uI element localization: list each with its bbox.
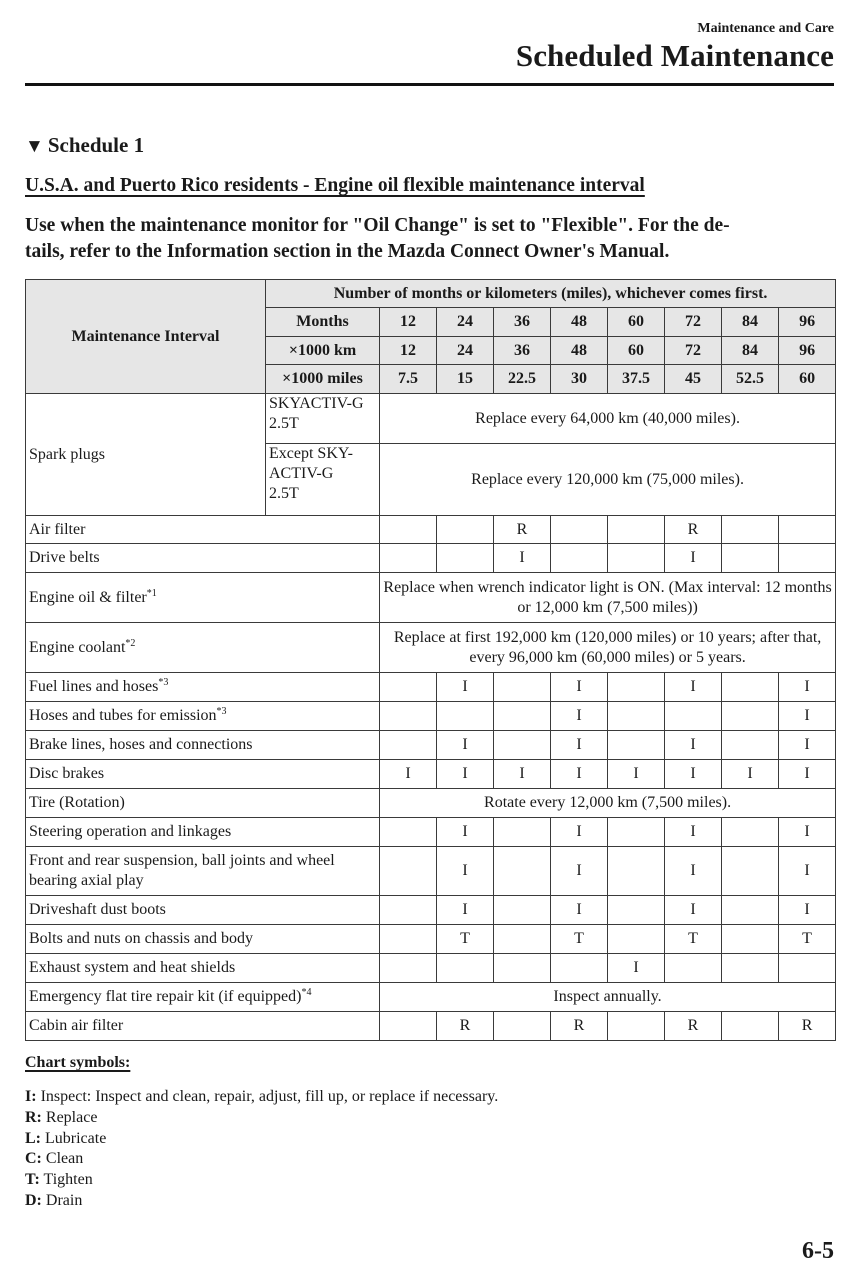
item-label-cell	[26, 673, 380, 702]
schedule-cell: I	[437, 818, 494, 847]
spark-plug-note: Replace every 120,000 km (75,000 miles).	[380, 444, 836, 516]
legend-item	[25, 1191, 498, 1212]
schedule-cell	[380, 896, 437, 925]
schedule-cell	[494, 818, 551, 847]
item-label-cell	[26, 789, 380, 818]
legend-text: Drain	[41, 1191, 83, 1209]
spark-plugs-label: Spark plugs	[26, 394, 266, 516]
schedule-cell: R	[437, 1012, 494, 1041]
schedule-cell	[494, 673, 551, 702]
item-label-cell	[26, 516, 380, 544]
item-label: Drive belts	[29, 549, 100, 566]
item-label: Fuel lines and hoses	[29, 678, 159, 695]
variant-line: SKYACTIV-G	[269, 395, 364, 412]
schedule-cell: T	[551, 925, 608, 954]
legend-symbol: T:	[25, 1171, 40, 1189]
item-label-cell	[26, 544, 380, 573]
miles-cell: 7.5	[380, 365, 437, 394]
schedule-cell: I	[380, 760, 437, 789]
schedule-cell	[665, 702, 722, 731]
table-row	[26, 760, 836, 789]
legend-symbol: L:	[25, 1129, 41, 1147]
legend-title: Chart symbols:	[25, 1054, 131, 1071]
item-label-cell	[26, 623, 380, 673]
schedule-cell: I	[779, 731, 836, 760]
table-row	[26, 925, 836, 954]
table-row	[26, 702, 836, 731]
item-label: Front and rear suspension, ball joints and wheel bearing axial play	[29, 852, 335, 889]
schedule-cell: R	[665, 516, 722, 544]
schedule-cell	[722, 702, 779, 731]
schedule-cell	[380, 1012, 437, 1041]
schedule-cell: I	[779, 702, 836, 731]
schedule-heading	[25, 133, 144, 158]
item-note-cell: Rotate every 12,000 km (7,500 miles).	[380, 789, 836, 818]
schedule-cell	[608, 847, 665, 896]
months-cell: 12	[380, 308, 437, 337]
table-row	[26, 896, 836, 925]
schedule-cell: I	[779, 847, 836, 896]
table-row	[26, 516, 836, 544]
schedule-cell	[494, 702, 551, 731]
schedule-cell	[437, 702, 494, 731]
schedule-cell: I	[437, 673, 494, 702]
schedule-cell	[608, 544, 665, 573]
table-row	[26, 847, 836, 896]
schedule-cell: I	[665, 673, 722, 702]
schedule-cell: I	[665, 818, 722, 847]
header-row	[26, 280, 836, 308]
legend-text: Tighten	[39, 1171, 93, 1189]
variant-line: Except SKY-	[269, 445, 353, 462]
months-cell: 48	[551, 308, 608, 337]
months-cell: 72	[665, 308, 722, 337]
item-label-cell	[26, 760, 380, 789]
schedule-cell	[380, 954, 437, 983]
item-note-cell: Replace when wrench indicator light is ON. (Max interval: 12 months or 12,000 km (7,500 miles))	[380, 573, 836, 623]
schedule-cell: I	[722, 760, 779, 789]
item-label: Brake lines, hoses and connections	[29, 736, 253, 753]
schedule-cell	[380, 702, 437, 731]
legend-item	[25, 1170, 498, 1191]
table-row	[26, 983, 836, 1012]
whichever-label-cell: Number of months or kilometers (miles), whichever comes first.	[266, 280, 836, 308]
schedule-cell	[380, 925, 437, 954]
item-label: Steering operation and linkages	[29, 823, 232, 840]
schedule-cell	[494, 731, 551, 760]
schedule-cell: I	[608, 760, 665, 789]
schedule-cell: I	[665, 847, 722, 896]
item-label-cell	[26, 731, 380, 760]
schedule-cell	[380, 544, 437, 573]
section-label: Maintenance and Care	[697, 21, 834, 36]
schedule-cell	[608, 896, 665, 925]
schedule-cell: I	[779, 673, 836, 702]
km-label-cell: ×1000 km	[266, 337, 380, 365]
schedule-cell: I	[779, 818, 836, 847]
schedule-cell	[494, 896, 551, 925]
miles-cell: 30	[551, 365, 608, 394]
item-note-cell: Replace at first 192,000 km (120,000 miles) or 10 years; after that, every 96,000 km (60,000 miles) or 5 years.	[380, 623, 836, 673]
schedule-cell: I	[437, 731, 494, 760]
item-label-cell	[26, 573, 380, 623]
item-label: Air filter	[29, 520, 86, 538]
legend-text: Replace	[41, 1108, 98, 1126]
item-label-cell	[26, 702, 380, 731]
schedule-cell	[380, 673, 437, 702]
schedule-cell: R	[494, 516, 551, 544]
schedule-cell: I	[494, 760, 551, 789]
legend-list	[25, 1087, 498, 1212]
item-label-cell	[26, 925, 380, 954]
schedule-cell	[437, 544, 494, 573]
km-cell: 36	[494, 337, 551, 365]
schedule-cell	[608, 673, 665, 702]
schedule-cell	[551, 954, 608, 983]
km-cell: 24	[437, 337, 494, 365]
item-label-cell	[26, 954, 380, 983]
km-cell: 96	[779, 337, 836, 365]
months-cell: 36	[494, 308, 551, 337]
schedule-cell: I	[551, 760, 608, 789]
schedule-cell	[722, 925, 779, 954]
table-row-spark-plugs	[26, 394, 836, 444]
title-rule	[25, 83, 834, 86]
sub-heading: U.S.A. and Puerto Rico residents - Engine oil flexible maintenance interval	[25, 175, 645, 196]
schedule-cell: I	[437, 760, 494, 789]
page-number: 6-5	[802, 1238, 834, 1264]
schedule-cell	[494, 1012, 551, 1041]
schedule-cell	[551, 544, 608, 573]
miles-cell: 37.5	[608, 365, 665, 394]
miles-cell: 60	[779, 365, 836, 394]
item-label: Engine coolant	[29, 638, 126, 656]
miles-cell: 22.5	[494, 365, 551, 394]
months-cell: 84	[722, 308, 779, 337]
schedule-cell: I	[779, 896, 836, 925]
table-row	[26, 673, 836, 702]
footnote-marker: *3	[158, 677, 169, 688]
item-label: Emergency flat tire repair kit (if equipped)	[29, 988, 302, 1005]
footnote-marker: *1	[146, 587, 157, 599]
table-row	[26, 818, 836, 847]
miles-cell: 45	[665, 365, 722, 394]
months-cell: 60	[608, 308, 665, 337]
item-label: Cabin air filter	[29, 1017, 124, 1034]
schedule-cell	[494, 925, 551, 954]
schedule-cell: T	[665, 925, 722, 954]
table-row	[26, 954, 836, 983]
item-note-cell: Inspect annually.	[380, 983, 836, 1012]
legend-symbol: D:	[25, 1191, 42, 1209]
item-label: Bolts and nuts on chassis and body	[29, 930, 253, 947]
item-label: Driveshaft dust boots	[29, 901, 166, 918]
legend-text: Clean	[41, 1150, 84, 1168]
schedule-cell: I	[551, 731, 608, 760]
legend-text: Inspect: Inspect and clean, repair, adjust, fill up, or replace if necessary.	[36, 1088, 499, 1105]
schedule-heading-text: Schedule 1	[47, 133, 145, 157]
intro-line: Use when the maintenance monitor for "Oil Change" is set to "Flexible". For the de-	[25, 215, 730, 236]
footnote-marker: *3	[216, 706, 227, 717]
schedule-cell	[608, 1012, 665, 1041]
schedule-cell: I	[665, 760, 722, 789]
spark-plug-variant	[266, 394, 380, 444]
interval-label-cell: Maintenance Interval	[26, 280, 266, 394]
schedule-cell	[722, 731, 779, 760]
schedule-cell	[608, 818, 665, 847]
schedule-cell: I	[665, 896, 722, 925]
schedule-cell	[380, 516, 437, 544]
schedule-cell	[608, 702, 665, 731]
page-title: Scheduled Maintenance	[515, 38, 834, 73]
km-cell: 60	[608, 337, 665, 365]
table-row	[26, 789, 836, 818]
spark-plug-variant	[266, 444, 380, 516]
schedule-cell	[551, 516, 608, 544]
schedule-cell	[779, 954, 836, 983]
schedule-cell: I	[551, 896, 608, 925]
schedule-cell: I	[551, 702, 608, 731]
item-label-cell	[26, 847, 380, 896]
intro-line: tails, refer to the Information section in the Mazda Connect Owner's Manual.	[25, 241, 670, 262]
footnote-marker: *2	[125, 637, 136, 649]
months-label-cell: Months	[266, 308, 380, 337]
schedule-cell	[722, 1012, 779, 1041]
schedule-cell	[494, 847, 551, 896]
schedule-cell: I	[437, 847, 494, 896]
legend-item	[25, 1129, 498, 1150]
schedule-cell	[380, 731, 437, 760]
schedule-cell	[722, 544, 779, 573]
item-label: Hoses and tubes for emission	[29, 707, 217, 724]
variant-line: 2.5T	[269, 485, 299, 502]
km-cell: 48	[551, 337, 608, 365]
schedule-cell	[722, 847, 779, 896]
schedule-cell: I	[665, 544, 722, 573]
down-triangle-icon: ▼	[25, 136, 44, 157]
schedule-cell	[380, 818, 437, 847]
miles-cell: 15	[437, 365, 494, 394]
item-label-cell	[26, 1012, 380, 1041]
schedule-cell: R	[665, 1012, 722, 1041]
legend-symbol: I:	[25, 1088, 37, 1105]
table-row	[26, 731, 836, 760]
schedule-cell	[437, 516, 494, 544]
schedule-cell	[779, 544, 836, 573]
schedule-cell	[608, 516, 665, 544]
schedule-cell	[608, 925, 665, 954]
schedule-cell	[722, 818, 779, 847]
schedule-cell	[779, 516, 836, 544]
schedule-cell	[665, 954, 722, 983]
variant-line: 2.5T	[269, 415, 299, 432]
footnote-marker: *4	[301, 987, 312, 998]
schedule-cell: I	[551, 673, 608, 702]
months-cell: 96	[779, 308, 836, 337]
schedule-cell: T	[779, 925, 836, 954]
legend-item	[25, 1108, 498, 1129]
item-label: Engine oil & filter	[29, 588, 147, 606]
schedule-cell: I	[608, 954, 665, 983]
intro-paragraph	[25, 213, 837, 265]
item-label-cell	[26, 896, 380, 925]
schedule-cell: I	[551, 818, 608, 847]
schedule-cell	[722, 954, 779, 983]
miles-label-cell: ×1000 miles	[266, 365, 380, 394]
schedule-cell: R	[779, 1012, 836, 1041]
schedule-cell: T	[437, 925, 494, 954]
schedule-cell	[722, 516, 779, 544]
schedule-cell	[608, 731, 665, 760]
km-cell: 12	[380, 337, 437, 365]
schedule-cell: I	[437, 896, 494, 925]
legend-item	[25, 1087, 498, 1108]
table-row	[26, 573, 836, 623]
table-row	[26, 544, 836, 573]
variant-line: ACTIV-G	[269, 465, 334, 482]
table-row	[26, 1012, 836, 1041]
km-cell: 84	[722, 337, 779, 365]
legend-symbol: R:	[25, 1108, 42, 1126]
schedule-cell	[722, 896, 779, 925]
schedule-cell: I	[665, 731, 722, 760]
km-cell: 72	[665, 337, 722, 365]
spark-plug-note: Replace every 64,000 km (40,000 miles).	[380, 394, 836, 444]
item-label-cell	[26, 818, 380, 847]
maintenance-schedule-table	[25, 279, 836, 1041]
schedule-cell	[380, 847, 437, 896]
schedule-cell: I	[551, 847, 608, 896]
legend-item	[25, 1149, 498, 1170]
schedule-cell: I	[494, 544, 551, 573]
miles-cell: 52.5	[722, 365, 779, 394]
table-row	[26, 623, 836, 673]
schedule-cell: R	[551, 1012, 608, 1041]
item-label-cell	[26, 983, 380, 1012]
schedule-cell	[494, 954, 551, 983]
legend-text: Lubricate	[41, 1129, 107, 1147]
item-label: Tire (Rotation)	[29, 794, 125, 811]
schedule-cell	[722, 673, 779, 702]
schedule-cell	[437, 954, 494, 983]
months-cell: 24	[437, 308, 494, 337]
legend-symbol: C:	[25, 1150, 42, 1168]
schedule-cell: I	[779, 760, 836, 789]
item-label: Exhaust system and heat shields	[29, 959, 236, 976]
item-label: Disc brakes	[29, 765, 105, 782]
